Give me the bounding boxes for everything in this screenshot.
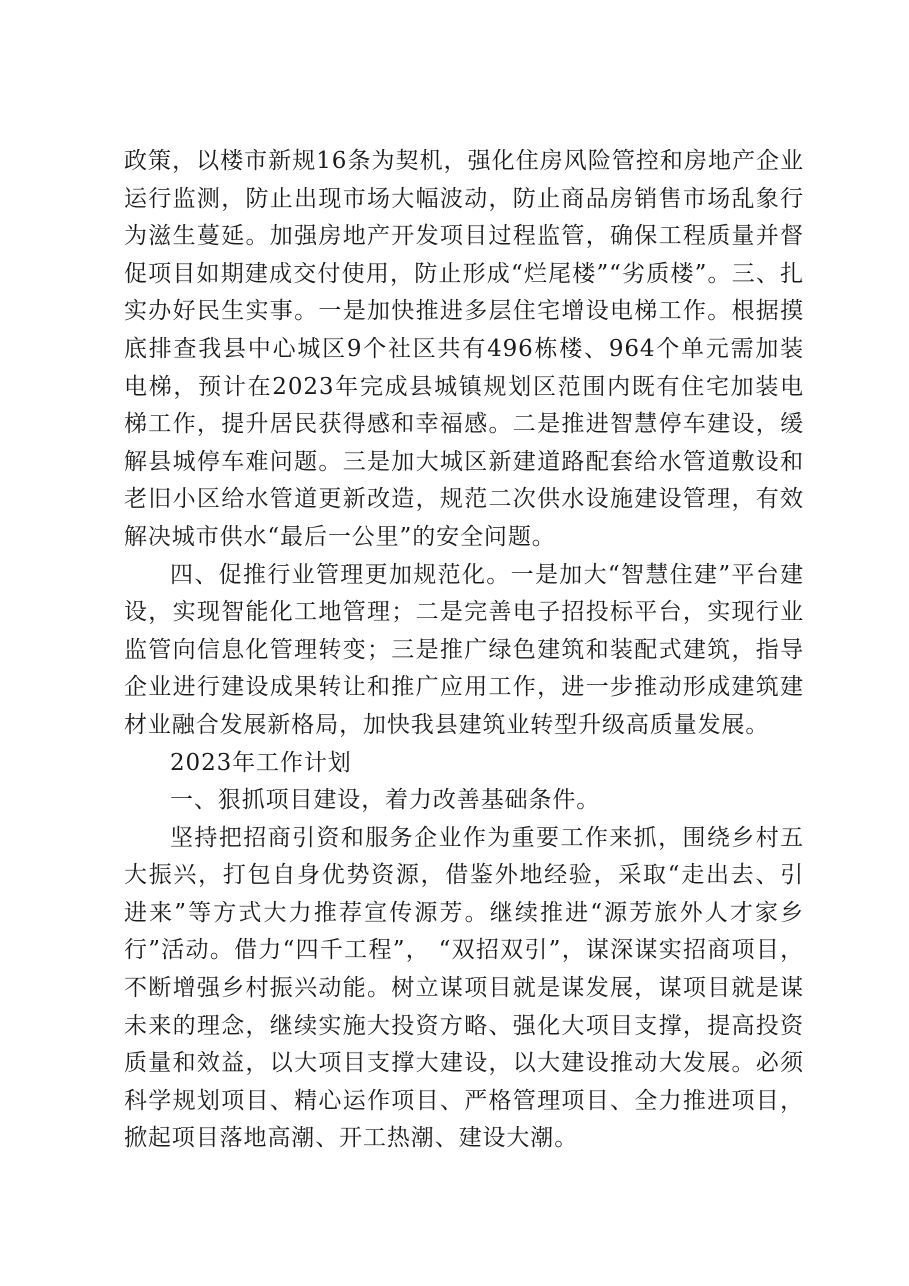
paragraph-industry-management: 四、促推行业管理更加规范化。一是加大“智慧住建”平台建设，实现智能化工地管理；二是完善电子招投标平台，实现行业监管向信息化管理转变；三是推广绿色建筑和装配式建筑，指导企业进行建设成果转让和推广应用工作，进一步推动形成建筑建材业融合发展新格局，加快我县建筑业转型升级高质量发展。	[124, 561, 804, 738]
section-title-work-plan: 2023年工作计划	[170, 749, 352, 776]
paragraph-housing-policy: 政策，以楼市新规16条为契机，强化住房风险管控和房地产企业运行监测，防止出现市场大幅波动，防止商品房销售市场乱象行为滋生蔓延。加强房地产开发项目过程监管，确保工程质量并督促项目如期建成交付使用，防止形成“烂尾楼”“劣质楼”。三、扎实办好民生实事。一是加快推进多层住宅增设电梯工作。根据摸底排查我县中心城区9个社区共有496栋楼、964个单元需加装电梯，预计在2023年完成县城镇规划区范围内既有住宅加装电梯工作，提升居民获得感和幸福感。二是推进智慧停车建设，缓解县城停车难问题。三是加大城区新建道路配套给水管道敷设和老旧小区给水管道更新改造，规范二次供水设施建设管理，有效解决城市供水“最后一公里”的安全问题。	[124, 148, 804, 550]
paragraph-investment-promotion: 坚持把招商引资和服务企业作为重要工作来抓，围绕乡村五大振兴，打包自身优势资源，借鉴外地经验，采取“走出去、引进来”等方式大力推荐宣传源芳。继续推进“源芳旅外人才家乡行”活动。借力“四千工程”， “双招双引”，谋深谋实招商项目，不断增强乡村振兴动能。树立谋项目就是谋发展，谋项目就是谋未来的理念，继续实施大投资方略、强化大项目支撑，提高投资质量和效益，以大项目支撑大建设，以大建设推动大发展。必须科学规划项目、精心运作项目、严格管理项目、全力推进项目，掀起项目落地高潮、开工热潮、建设大潮。	[124, 824, 804, 1152]
section-heading-project-construction: 一、狠抓项目建设，着力改善基础条件。	[170, 787, 601, 814]
document-page	[124, 143, 804, 1158]
